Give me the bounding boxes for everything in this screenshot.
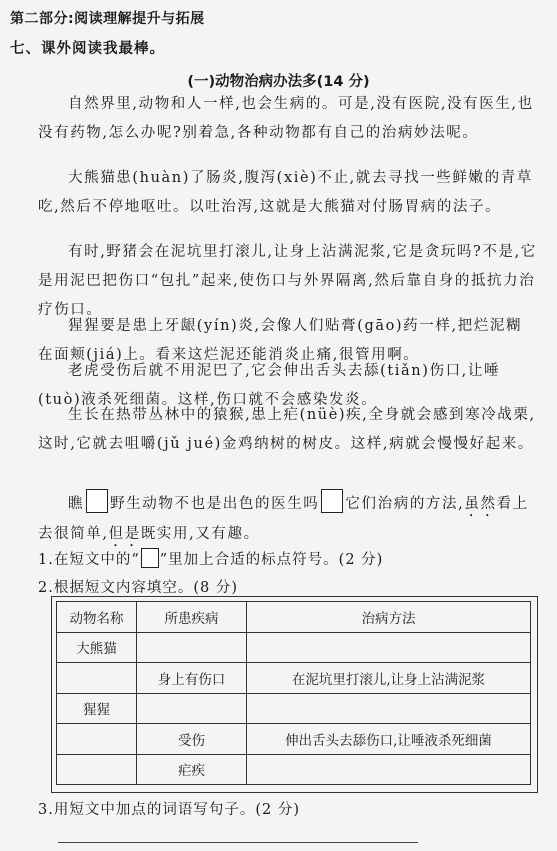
table-row (57, 663, 531, 694)
cell-method-blank[interactable] (247, 632, 531, 663)
dotted-word-danshi: 但是 (108, 526, 141, 542)
cell-animal: 大熊猫 (57, 632, 137, 663)
dotted-word-ran: 然 (480, 496, 497, 512)
cell-animal-blank[interactable] (57, 724, 137, 755)
q1-text-a: 1.在短文中的“ (38, 552, 140, 568)
paragraph-3: 有时,野猪会在泥坑里打滚儿,让身上沾满泥浆,它是贪玩吗?不是,它是用泥巴把伤口“包扎”起来,使伤口与外界隔离,然后靠自身的抵抗力治疗伤口。 (38, 244, 537, 318)
cell-disease-blank[interactable] (137, 693, 247, 724)
header-method: 治病方法 (247, 602, 531, 633)
cell-disease: 疟疾 (137, 754, 247, 785)
cell-animal-blank[interactable] (57, 754, 137, 785)
article-title: (一)动物治病办法多(14 分) (187, 74, 370, 90)
q1-text-b: ”里加上合适的标点符号。(2 分) (159, 552, 384, 568)
paragraph-6: 生长在热带丛林中的猿猴,患上疟(nüè)疾,全身就会感到寒冷战栗,这时,它就去咀嚼(jǔ jué)金鸡纳树的树皮。这样,病就会慢慢好起来。 (38, 407, 536, 452)
paragraph-5: 老虎受伤后就不用泥巴了,它会伸出舌头去舔(tiǎn)伤口,让唾(tuò)液杀死细菌。这样,伤口就不会感染发炎。 (38, 363, 501, 408)
cell-disease-blank[interactable] (137, 632, 247, 663)
question-2: 2.根据短文内容填空。(8 分) (38, 580, 238, 596)
fill-in-table (56, 601, 531, 785)
cell-method-blank[interactable] (247, 754, 531, 785)
punctuation-blank-2[interactable] (321, 489, 343, 513)
cell-animal: 猩猩 (57, 693, 137, 724)
paragraph-4: 猩猩要是患上牙龈(yín)炎,会像人们贴膏(gāo)药一样,把烂泥糊在面颊(jiá)上。看来这烂泥还能消炎止痛,很管用啊。 (38, 318, 523, 363)
question-1 (38, 548, 383, 569)
table-row (57, 632, 531, 663)
table-row (57, 724, 531, 755)
paragraph-1: 自然界里,动物和人一样,也会生病的。可是,没有医院,没有医生,也没有药物,怎么办呢?别着急,各种动物都有自己的治病妙法呢。 (38, 96, 534, 141)
p7-text-c: 它们治病的方法, (345, 496, 465, 512)
cell-disease: 受伤 (137, 724, 247, 755)
question-3: 3.用短文中加点的词语写句子。(2 分) (38, 802, 300, 818)
p7-text-f: 既实用,又有趣。 (140, 526, 260, 542)
q1-box-icon (141, 548, 159, 568)
dotted-word-sui: 虽 (464, 496, 481, 512)
section-heading: 七、课外阅读我最棒。 (10, 41, 165, 57)
table-header-row (57, 602, 531, 633)
p7-text-b: 野生动物不也是出色的医生吗 (110, 496, 320, 512)
paragraph-7 (38, 489, 538, 550)
punctuation-blank-1[interactable] (86, 489, 108, 513)
p7-text-a: 瞧 (68, 496, 85, 512)
cell-disease: 身上有伤口 (137, 663, 247, 694)
paragraph-2: 大熊猫患(huàn)了肠炎,腹泻(xiè)不止,就去寻找一些鲜嫩的青草吃,然后不停地呕吐。以吐治泻,这就是大熊猫对付肠胃病的法子。 (38, 170, 533, 215)
cell-method-blank[interactable] (247, 693, 531, 724)
part-heading: 第二部分:阅读理解提升与拓展 (10, 11, 205, 27)
table-row (57, 693, 531, 724)
table-row (57, 754, 531, 785)
cell-method: 在泥坑里打滚儿,让身上沾满泥浆 (247, 663, 531, 694)
answer-line[interactable] (58, 842, 418, 843)
p7-text-e: 看上去很简单, (38, 496, 529, 542)
header-disease: 所患疾病 (137, 602, 247, 633)
header-animal: 动物名称 (57, 602, 137, 633)
cell-animal-blank[interactable] (57, 663, 137, 694)
cell-method: 伸出舌头去舔伤口,让唾液杀死细菌 (247, 724, 531, 755)
